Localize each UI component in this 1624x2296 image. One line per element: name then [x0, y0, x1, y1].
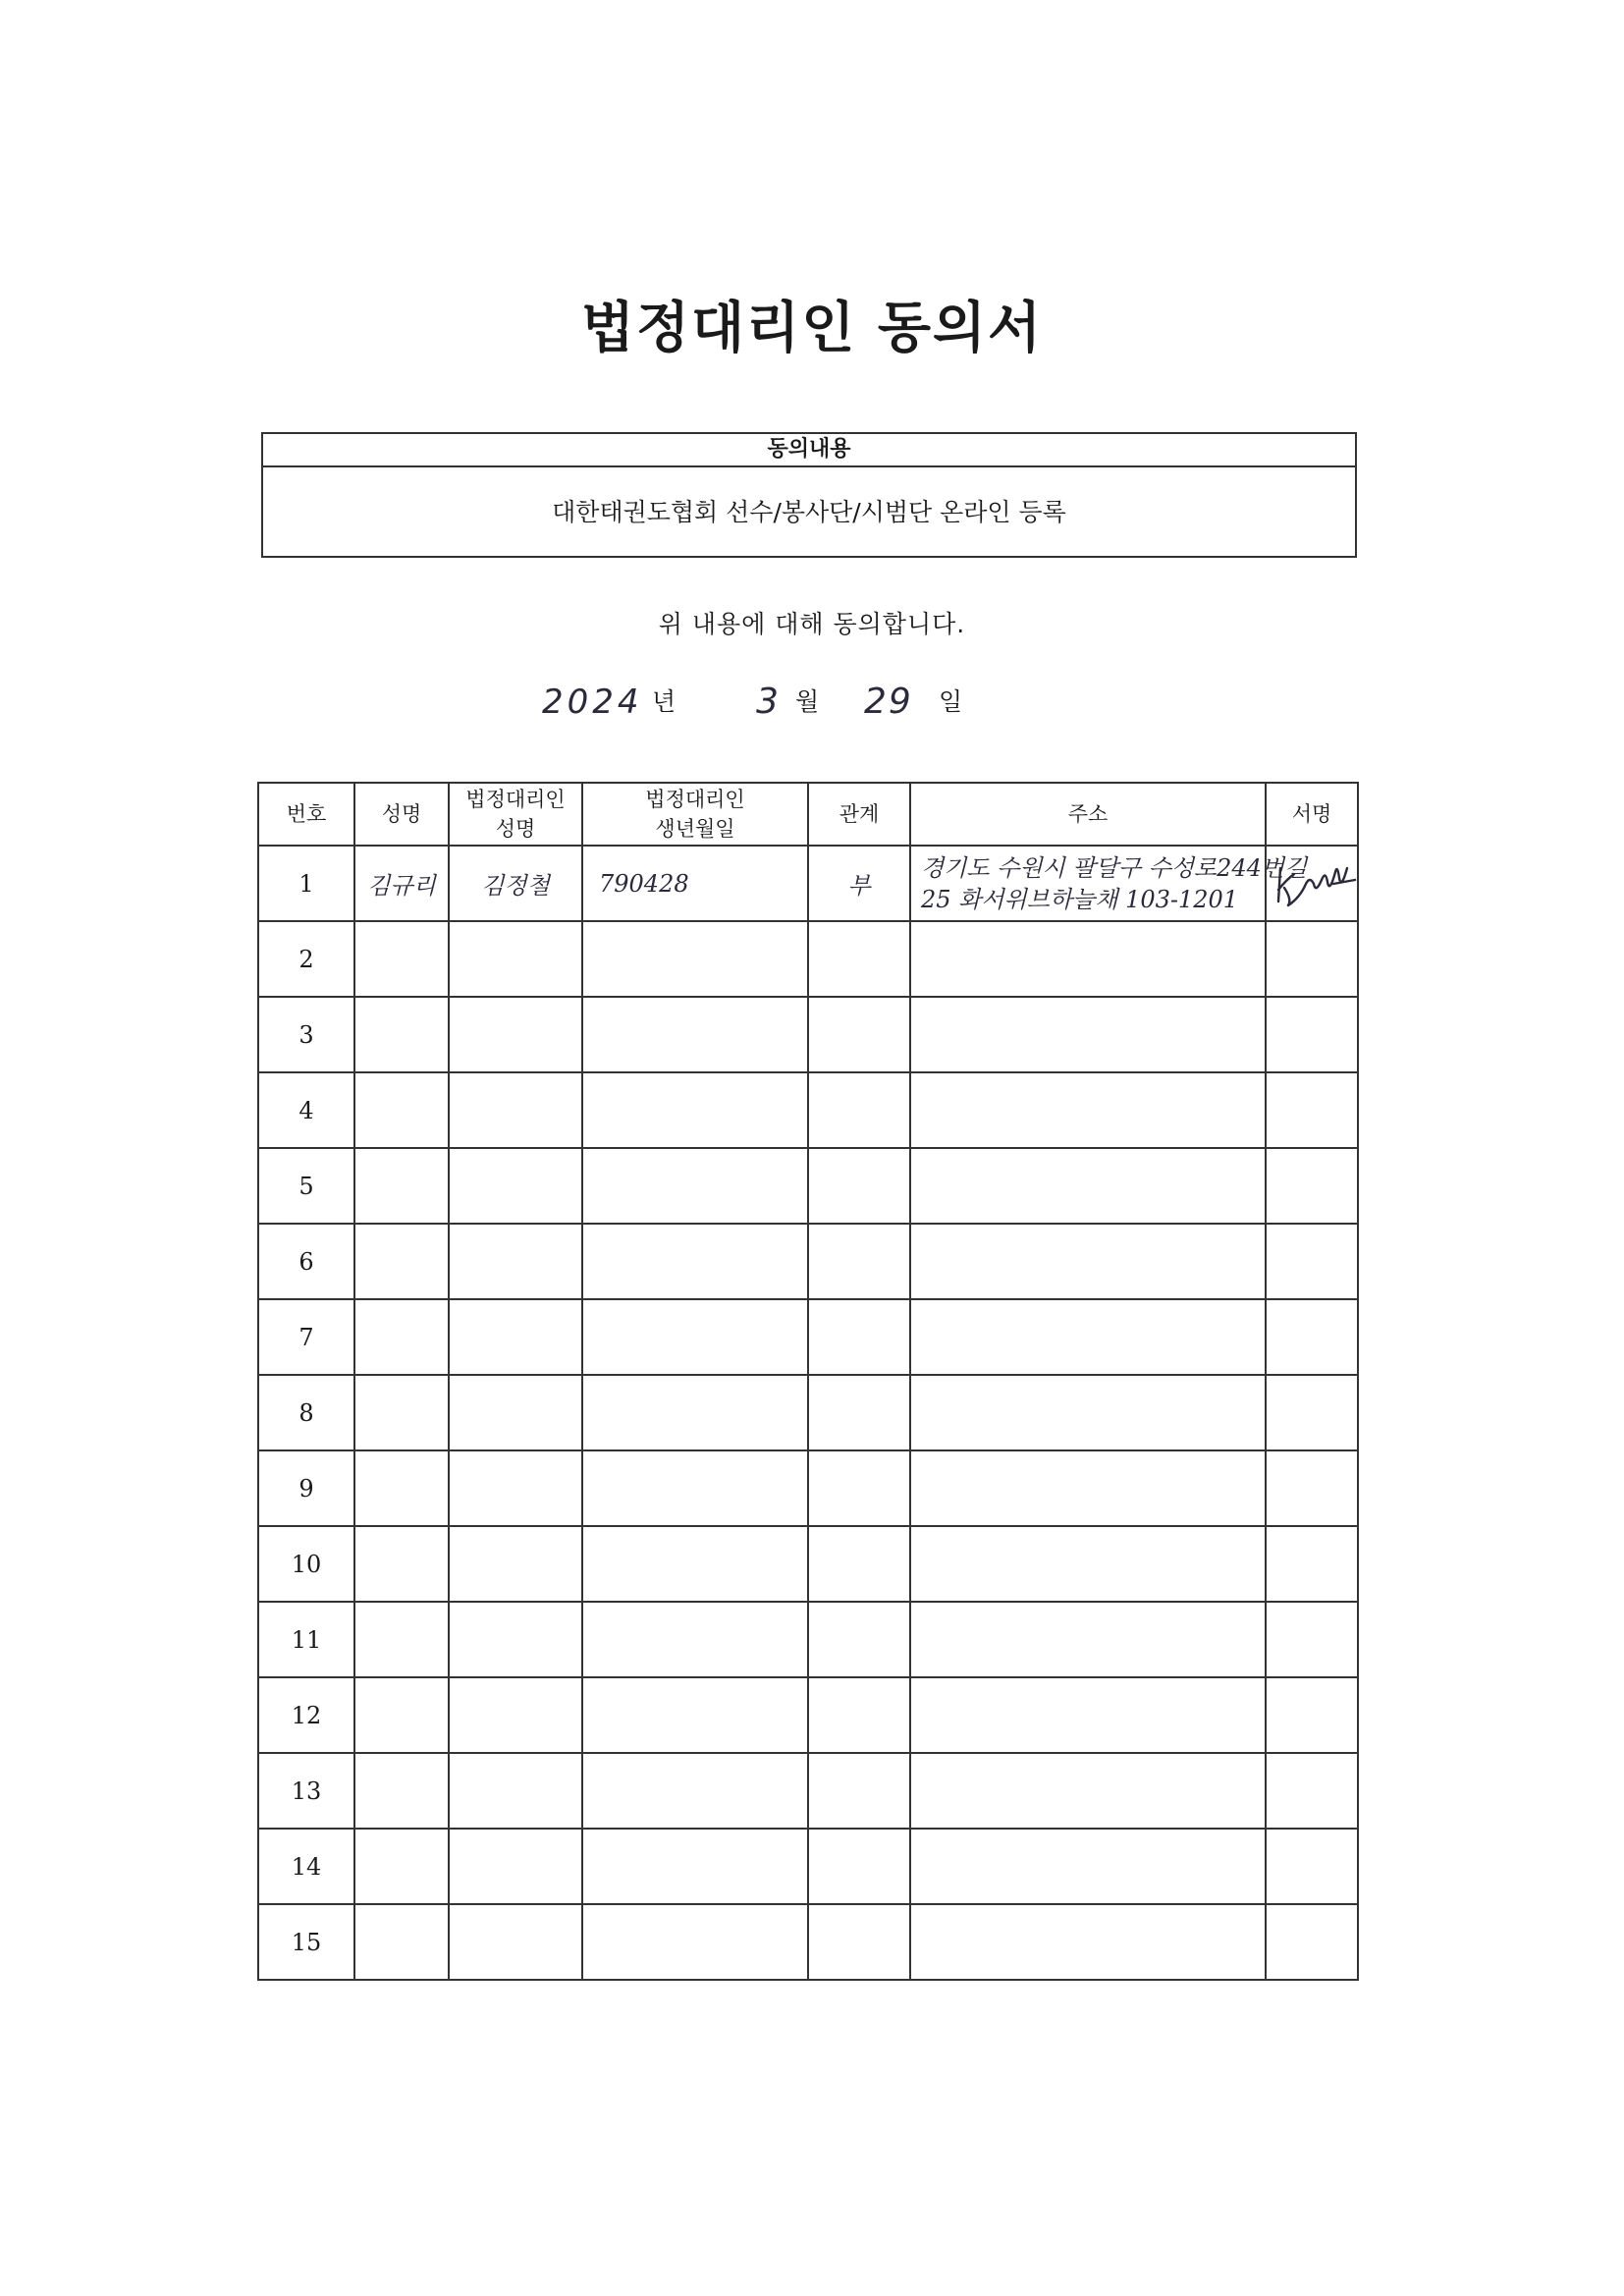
cell-name[interactable] — [354, 1829, 449, 1904]
cell-guardian-dob[interactable] — [582, 1602, 808, 1677]
cell-name[interactable] — [354, 1677, 449, 1753]
cell-guardian-dob[interactable] — [582, 1299, 808, 1375]
cell-guardian-name[interactable] — [449, 1904, 582, 1980]
cell-number: 13 — [258, 1753, 354, 1829]
cell-name[interactable] — [354, 1526, 449, 1602]
guardian-registry-table — [257, 782, 1359, 1981]
cell-guardian-dob[interactable] — [582, 1753, 808, 1829]
cell-guardian-name[interactable] — [449, 1829, 582, 1904]
header-guardian-dob-line1: 법정대리인 — [645, 788, 745, 811]
cell-guardian-name[interactable] — [449, 1224, 582, 1299]
cell-number: 9 — [258, 1450, 354, 1526]
cell-signature[interactable] — [1266, 1375, 1358, 1450]
cell-guardian-name[interactable] — [449, 1072, 582, 1148]
cell-address[interactable] — [910, 1602, 1266, 1677]
cell-name[interactable]: 김규리 — [354, 846, 449, 921]
cell-guardian-dob[interactable] — [582, 997, 808, 1072]
cell-address[interactable] — [910, 1753, 1266, 1829]
cell-guardian-dob[interactable] — [582, 1375, 808, 1450]
cell-name[interactable] — [354, 1450, 449, 1526]
cell-name[interactable] — [354, 1375, 449, 1450]
table-row — [258, 1602, 1358, 1677]
cell-relation[interactable] — [808, 1450, 910, 1526]
cell-signature[interactable] — [1266, 1526, 1358, 1602]
header-name: 성명 — [354, 783, 449, 846]
agree-statement: 위 내용에 대해 동의합니다. — [658, 610, 966, 638]
cell-relation[interactable] — [808, 1299, 910, 1375]
cell-relation[interactable] — [808, 1904, 910, 1980]
table-row — [258, 1450, 1358, 1526]
cell-relation[interactable] — [808, 1602, 910, 1677]
cell-number: 2 — [258, 921, 354, 997]
table-row — [258, 1375, 1358, 1450]
cell-guardian-name[interactable] — [449, 997, 582, 1072]
cell-address[interactable] — [910, 1526, 1266, 1602]
date-year[interactable]: 2024 — [542, 683, 643, 722]
date-year-unit: 년 — [652, 687, 677, 716]
header-signature: 서명 — [1266, 783, 1358, 846]
cell-name[interactable] — [354, 1753, 449, 1829]
cell-signature[interactable] — [1266, 1753, 1358, 1829]
header-relation: 관계 — [808, 783, 910, 846]
address-line-1: 경기도 수원시 팔달구 수성로244번길 — [921, 853, 1308, 882]
cell-number: 12 — [258, 1677, 354, 1753]
cell-guardian-name[interactable] — [449, 921, 582, 997]
cell-address[interactable] — [910, 1375, 1266, 1450]
cell-relation[interactable] — [808, 1224, 910, 1299]
cell-signature[interactable] — [1266, 921, 1358, 997]
cell-guardian-name[interactable] — [449, 1148, 582, 1224]
table-row — [258, 1904, 1358, 1980]
cell-relation[interactable] — [808, 1375, 910, 1450]
cell-address[interactable] — [910, 921, 1266, 997]
cell-guardian-name[interactable] — [449, 1677, 582, 1753]
table-row — [258, 1526, 1358, 1602]
cell-relation[interactable] — [808, 1753, 910, 1829]
table-row — [258, 846, 1358, 921]
cell-name[interactable] — [354, 1224, 449, 1299]
cell-number: 10 — [258, 1526, 354, 1602]
cell-relation[interactable] — [808, 1829, 910, 1904]
cell-number: 5 — [258, 1148, 354, 1224]
cell-signature[interactable] — [1266, 1299, 1358, 1375]
cell-guardian-name[interactable] — [449, 1526, 582, 1602]
cell-guardian-dob[interactable] — [582, 1450, 808, 1526]
cell-name[interactable] — [354, 1148, 449, 1224]
cell-number: 8 — [258, 1375, 354, 1450]
cell-signature[interactable] — [1266, 1072, 1358, 1148]
table-row — [258, 1829, 1358, 1904]
header-guardian-dob-line2: 생년월일 — [655, 817, 735, 841]
cell-guardian-name[interactable]: 김정철 — [449, 846, 582, 921]
table-row — [258, 1677, 1358, 1753]
cell-signature[interactable] — [1266, 1677, 1358, 1753]
cell-relation[interactable] — [808, 1677, 910, 1753]
cell-guardian-dob[interactable] — [582, 1072, 808, 1148]
cell-signature[interactable] — [1266, 1904, 1358, 1980]
header-number: 번호 — [258, 783, 354, 846]
cell-guardian-name[interactable] — [449, 1299, 582, 1375]
consent-header: 동의내용 — [263, 434, 1355, 467]
consent-body: 대한태권도협회 선수/봉사단/시범단 온라인 등록 — [552, 498, 1066, 526]
cell-signature[interactable] — [1266, 1829, 1358, 1904]
cell-name[interactable] — [354, 921, 449, 997]
date-month-unit: 월 — [795, 687, 820, 716]
cell-guardian-dob[interactable] — [582, 1677, 808, 1753]
cell-guardian-dob[interactable] — [582, 1526, 808, 1602]
date-day-unit: 일 — [939, 687, 963, 716]
table-body — [258, 846, 1358, 1980]
cell-number: 6 — [258, 1224, 354, 1299]
cell-signature[interactable] — [1266, 1148, 1358, 1224]
table-row — [258, 997, 1358, 1072]
cell-relation[interactable] — [808, 997, 910, 1072]
cell-relation[interactable] — [808, 1526, 910, 1602]
cell-number: 14 — [258, 1829, 354, 1904]
cell-address[interactable] — [910, 1829, 1266, 1904]
cell-signature[interactable] — [1266, 1450, 1358, 1526]
header-guardian-name — [449, 783, 582, 846]
cell-signature[interactable] — [1266, 1602, 1358, 1677]
cell-number: 7 — [258, 1299, 354, 1375]
date-line — [0, 678, 1624, 727]
cell-guardian-name[interactable] — [449, 1375, 582, 1450]
cell-address[interactable] — [910, 1450, 1266, 1526]
cell-relation[interactable] — [808, 1072, 910, 1148]
cell-address[interactable] — [910, 846, 1308, 921]
cell-address[interactable] — [910, 997, 1266, 1072]
cell-guardian-dob[interactable] — [582, 921, 808, 997]
cell-name[interactable] — [354, 1904, 449, 1980]
cell-number: 3 — [258, 997, 354, 1072]
cell-guardian-name[interactable] — [449, 1602, 582, 1677]
header-guardian-name-line2: 성명 — [495, 817, 536, 841]
table-header-row — [258, 783, 1358, 846]
cell-relation[interactable] — [808, 921, 910, 997]
table-row — [258, 1299, 1358, 1375]
date-month[interactable]: 3 — [756, 682, 779, 722]
header-address: 주소 — [910, 783, 1266, 846]
cell-name[interactable] — [354, 1072, 449, 1148]
cell-relation[interactable]: 부 — [808, 846, 910, 921]
table-row — [258, 1753, 1358, 1829]
cell-signature[interactable] — [1266, 1224, 1358, 1299]
table-row — [258, 1072, 1358, 1148]
address-line-2: 25 화서위브하늘채 103-1201 — [921, 885, 1239, 913]
cell-guardian-name[interactable] — [449, 1450, 582, 1526]
cell-number: 4 — [258, 1072, 354, 1148]
table-row — [258, 1148, 1358, 1224]
cell-guardian-dob[interactable]: 790428 — [582, 846, 808, 921]
cell-relation[interactable] — [808, 1148, 910, 1224]
document-title: 법정대리인 동의서 — [580, 297, 1044, 360]
header-guardian-name-line1: 법정대리인 — [465, 788, 566, 811]
header-guardian-dob — [582, 783, 808, 846]
cell-guardian-dob[interactable] — [582, 1148, 808, 1224]
consent-box — [261, 432, 1357, 558]
cell-address[interactable] — [910, 1148, 1266, 1224]
cell-number: 1 — [258, 846, 354, 921]
cell-signature[interactable] — [1266, 997, 1358, 1072]
cell-address[interactable] — [910, 1904, 1266, 1980]
cell-address[interactable] — [910, 1224, 1266, 1299]
cell-guardian-dob[interactable] — [582, 1224, 808, 1299]
cell-name[interactable] — [354, 1299, 449, 1375]
cell-name[interactable] — [354, 997, 449, 1072]
cell-guardian-dob[interactable] — [582, 1904, 808, 1980]
cell-number: 11 — [258, 1602, 354, 1677]
cell-address[interactable] — [910, 1072, 1266, 1148]
date-day[interactable]: 29 — [864, 682, 913, 722]
cell-number: 15 — [258, 1904, 354, 1980]
table-row — [258, 1224, 1358, 1299]
cell-address[interactable] — [910, 1299, 1266, 1375]
table-row — [258, 921, 1358, 997]
cell-guardian-dob[interactable] — [582, 1829, 808, 1904]
cell-address[interactable] — [910, 1677, 1266, 1753]
cell-name[interactable] — [354, 1602, 449, 1677]
cell-guardian-name[interactable] — [449, 1753, 582, 1829]
